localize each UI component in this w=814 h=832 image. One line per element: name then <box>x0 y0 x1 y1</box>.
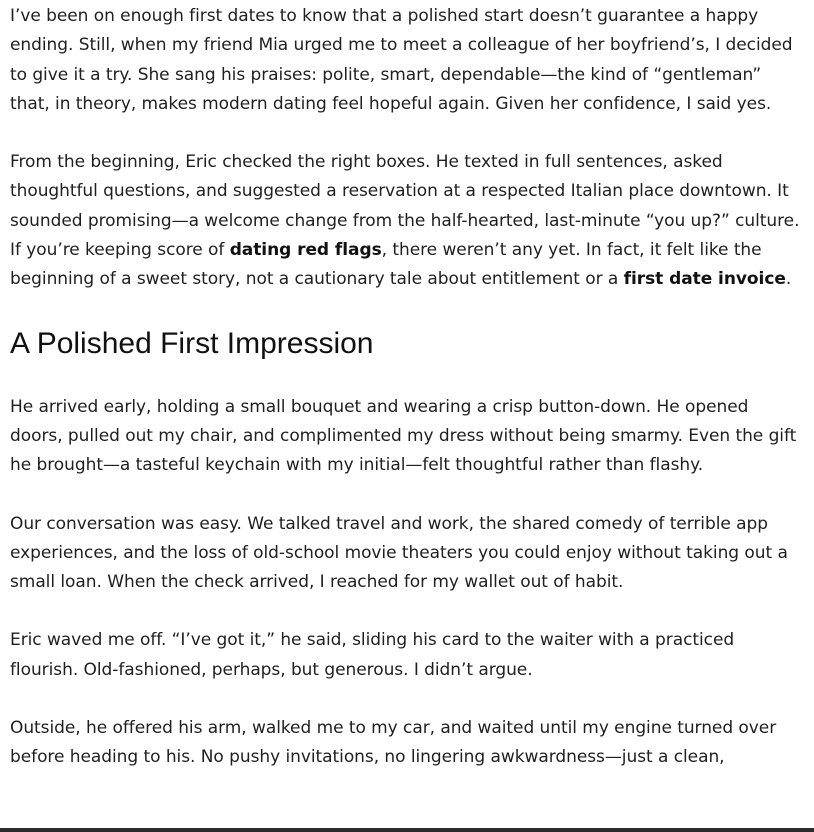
article-body <box>10 0 804 802</box>
paragraph-text: , there weren’t any yet. In fact, it felt like the beginning of a sweet story, not a cautionary tale about entitlement or a <box>10 240 762 290</box>
paragraph-text: From the beginning, Eric checked the right boxes. He texted in full sentences, asked thoughtful questions, and suggested a reservation at a respected Italian place downtown. It sounded promising—a welcome change from the half-hearted, last-minute “you up?” culture. If you’re keeping score of <box>10 152 800 261</box>
section-heading: A Polished First Impression <box>10 326 374 360</box>
paragraph-beginning <box>10 148 804 294</box>
paragraph-conversation: Our conversation was easy. We talked travel and work, the shared comedy of terrible app experiences, and the loss of old-school movie theaters you could enjoy without taking out a small loan. When the check arrived, I reached for my wallet out of habit. <box>10 513 788 593</box>
paragraph-outside: Outside, he offered his arm, walked me to my car, and waited until my engine turned over before heading to his. No pushy invitations, no lingering awkwardness—just a clean, <box>10 718 777 768</box>
paragraph-check: Eric waved me off. “I’ve got it,” he said, sliding his card to the waiter with a practiced flourish. Old-fashioned, perhaps, but generous. I didn’t argue. <box>10 630 735 680</box>
paragraph-arrival: He arrived early, holding a small bouquet and wearing a crisp button-down. He opened doors, pulled out my chair, and complimented my dress without being smarmy. Even the gift he brought—a tasteful keychain with my initial—felt thoughtful rather than flashy. <box>10 396 797 476</box>
paragraph-intro: I’ve been on enough first dates to know that a polished start doesn’t guarantee a happy ending. Still, when my friend Mia urged me to meet a colleague of her boyfriend’s, I decided to give it a try. She sang his praises: polite, smart, dependable—the kind of “gentleman” that, in theory, makes modern dating feel hopeful again. Given her confidence, I said yes. <box>10 6 793 114</box>
bottom-bar <box>0 828 814 832</box>
bold-phrase-dating-red-flags: dating red flags <box>229 240 382 261</box>
bold-phrase-first-date-invoice: first date invoice <box>623 269 786 290</box>
paragraph-text: . <box>785 269 792 290</box>
